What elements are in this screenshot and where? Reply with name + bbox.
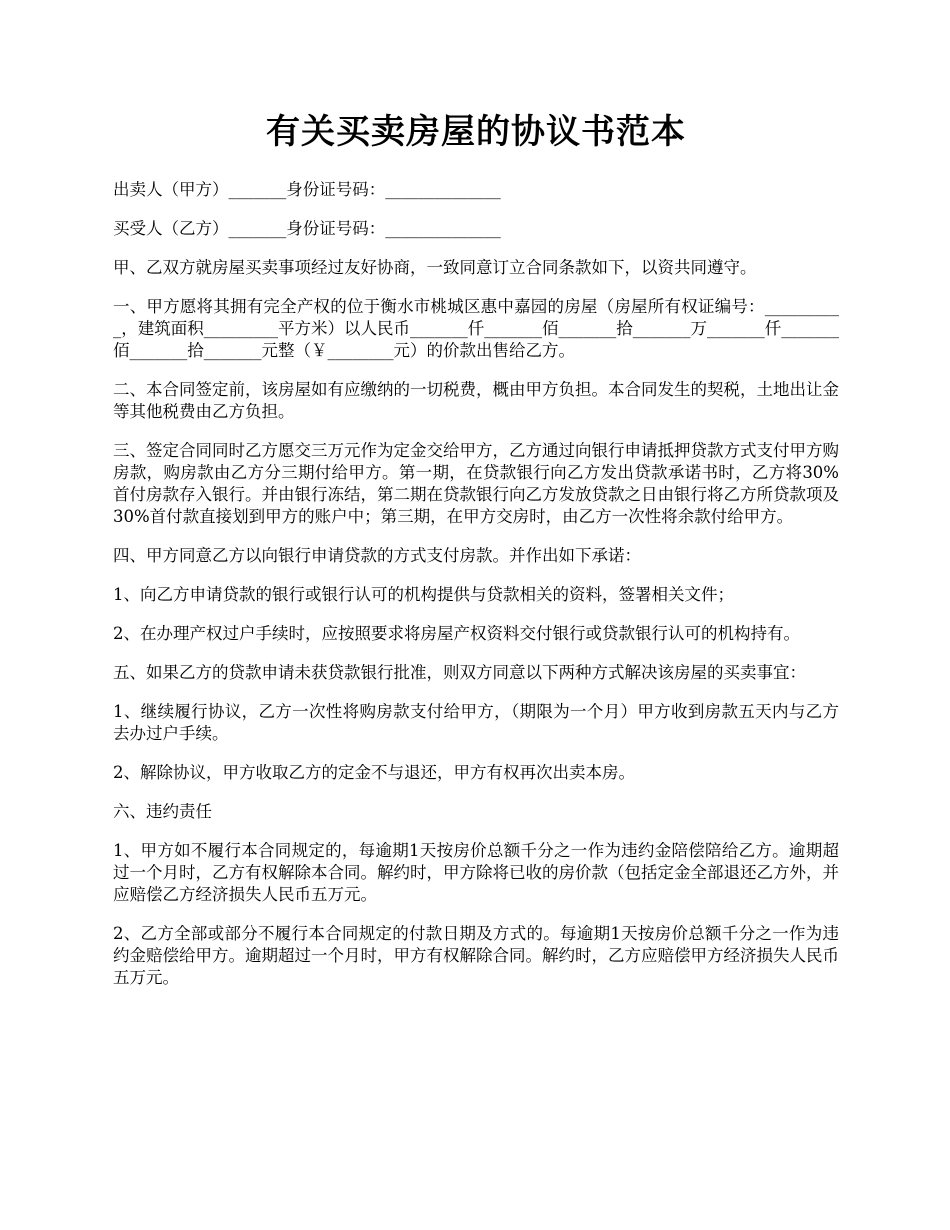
clause-5-item-1: 1、继续履行协议，乙方一次性将购房款支付给甲方，（期限为一个月）甲方收到房款五天内与乙方去办过户手续。: [113, 701, 839, 743]
clause-4-paragraph: 四、甲方同意乙方以向银行申请贷款的方式支付房款。并作出如下承诺：: [113, 545, 641, 565]
clause-3-paragraph: 三、签定合同同时乙方愿交三万元作为定金交给甲方，乙方通过向银行申请抵押贷款方式支付甲方购房款，购房款由乙方分三期付给甲方。第一期，在贷款银行向乙方发出贷款承诺书时，乙方将30%首付房款存入银行。并由银行冻结，第二期在贷款银行向乙方发放贷款之日由银行将乙方所贷款项及30%首付款直接划到甲方的账户中；第三期，在甲方交房时，由乙方一次性将余款付给甲方。: [113, 440, 839, 526]
clause-5-paragraph: 五、如果乙方的贷款申请未获贷款银行批准，则双方同意以下两种方式解决该房屋的买卖事宜：: [113, 662, 806, 682]
clause-6-heading: 六、违约责任: [113, 801, 212, 821]
clause-6-item-1: 1、甲方如不履行本合同规定的，每逾期1天按房价总额千分之一作为违约金陪偿陪给乙方。逾期超过一个月时，乙方有权解除本合同。解约时，甲方除将已收的房价款（包括定金全部退还乙方外，并应赔偿乙方经济损失人民币五万元。: [113, 840, 839, 904]
clause-4-item-2: 2、在办理产权过户手续时，应按照要求将房屋产权资料交付银行或贷款银行认可的机构持有。: [113, 623, 800, 643]
clause-4-item-1: 1、向乙方申请贷款的银行或银行认可的机构提供与贷款相关的资料，签署相关文件；: [113, 584, 734, 604]
preamble-paragraph: 甲、乙双方就房屋买卖事项经过友好协商，一致同意订立合同条款如下，以资共同遵守。: [113, 257, 757, 277]
document-title: 有关买卖房屋的协议书范本: [266, 112, 686, 152]
seller-line: 出卖人（甲方）_______身份证号码：______________: [113, 179, 501, 199]
clause-1-paragraph: 一、甲方愿将其拥有完全产权的位于衡水市桃城区惠中嘉园的房屋（房屋所有权证编号：__________，建筑面积_________平方米）以人民币_______仟_______佰_______拾_______万_______仟_______佰_______拾_______元整（￥________元）的价款出售给乙方。: [113, 296, 839, 360]
clause-6-item-2: 2、乙方全部或部分不履行本合同规定的付款日期及方式的。每逾期1天按房价总额千分之一作为违约金赔偿给甲方。逾期超过一个月时，甲方有权解除合同。解约时，乙方应赔偿甲方经济损失人民币五万元。: [113, 923, 839, 987]
clause-2-paragraph: 二、本合同签定前，该房屋如有应缴纳的一切税费，概由甲方负担。本合同发生的契税，土地出让金等其他税费由乙方负担。: [113, 379, 839, 421]
buyer-line: 买受人（乙方）_______身份证号码：______________: [113, 218, 501, 238]
document-page: [113, 112, 839, 1006]
clause-5-item-2: 2、解除协议，甲方收取乙方的定金不与退还，甲方有权再次出卖本房。: [113, 762, 635, 782]
